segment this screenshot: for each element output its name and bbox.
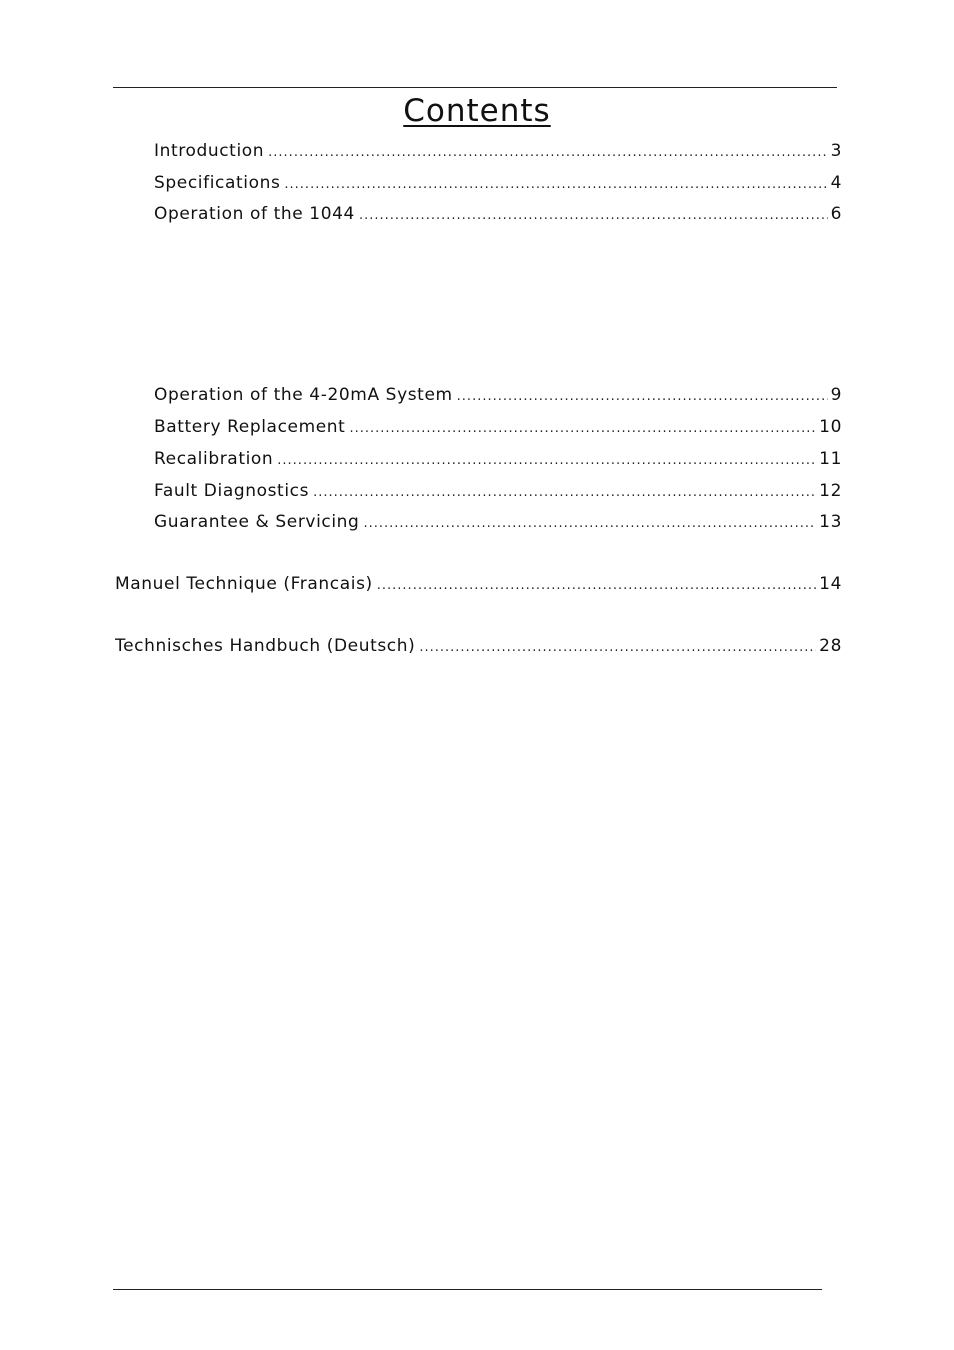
toc-entry-battery-replacement[interactable] bbox=[154, 415, 842, 439]
toc-entry-label: Operation of the 1044 bbox=[154, 204, 355, 224]
dot-leader bbox=[363, 512, 816, 534]
top-rule bbox=[113, 87, 837, 88]
toc-page-number: 3 bbox=[830, 141, 842, 161]
toc-entry-recalibration[interactable] bbox=[154, 447, 842, 471]
dot-leader bbox=[284, 173, 827, 195]
bottom-rule bbox=[113, 1289, 822, 1290]
dot-leader bbox=[349, 417, 816, 439]
toc-entry-specifications[interactable] bbox=[154, 171, 842, 195]
toc-entry-operation-1044[interactable] bbox=[154, 202, 842, 226]
dot-leader bbox=[268, 141, 827, 163]
dot-leader bbox=[457, 385, 828, 407]
toc-entry-label: Recalibration bbox=[154, 449, 274, 469]
toc-page-number: 11 bbox=[819, 449, 842, 469]
toc-entry-label: Operation of the 4-20mA System bbox=[154, 385, 453, 405]
toc-page-number: 28 bbox=[819, 636, 842, 656]
toc-entry-label: Technisches Handbuch (Deutsch) bbox=[115, 636, 416, 656]
toc-entry-label: Battery Replacement bbox=[154, 417, 346, 437]
toc-page-number: 6 bbox=[830, 204, 842, 224]
dot-leader bbox=[419, 636, 816, 658]
toc-entry-manuel-technique[interactable] bbox=[115, 572, 842, 596]
dot-leader bbox=[359, 204, 828, 226]
dot-leader bbox=[377, 574, 816, 596]
toc-entry-label: Introduction bbox=[154, 141, 265, 161]
toc-page-number: 9 bbox=[830, 385, 842, 405]
dot-leader bbox=[277, 449, 816, 471]
toc-entry-introduction[interactable] bbox=[154, 139, 842, 163]
toc-page-number: 13 bbox=[819, 512, 842, 532]
dot-leader bbox=[313, 481, 816, 503]
toc-page-number: 14 bbox=[819, 574, 842, 594]
toc-page-number: 12 bbox=[819, 481, 842, 501]
toc-page-number: 10 bbox=[819, 417, 842, 437]
toc-entry-technisches-handbuch[interactable] bbox=[115, 634, 842, 658]
toc-page-number: 4 bbox=[830, 173, 842, 193]
toc-entry-guarantee-servicing[interactable] bbox=[154, 510, 842, 534]
page-title-text: Contents bbox=[403, 93, 551, 129]
toc-entry-label: Guarantee & Servicing bbox=[154, 512, 360, 532]
toc-entry-label: Specifications bbox=[154, 173, 281, 193]
toc-entry-operation-4-20ma[interactable] bbox=[154, 383, 842, 407]
toc-entry-label: Manuel Technique (Francais) bbox=[115, 574, 373, 594]
toc-entry-label: Fault Diagnostics bbox=[154, 481, 310, 501]
toc-entry-fault-diagnostics[interactable] bbox=[154, 479, 842, 503]
page-title bbox=[0, 90, 954, 132]
